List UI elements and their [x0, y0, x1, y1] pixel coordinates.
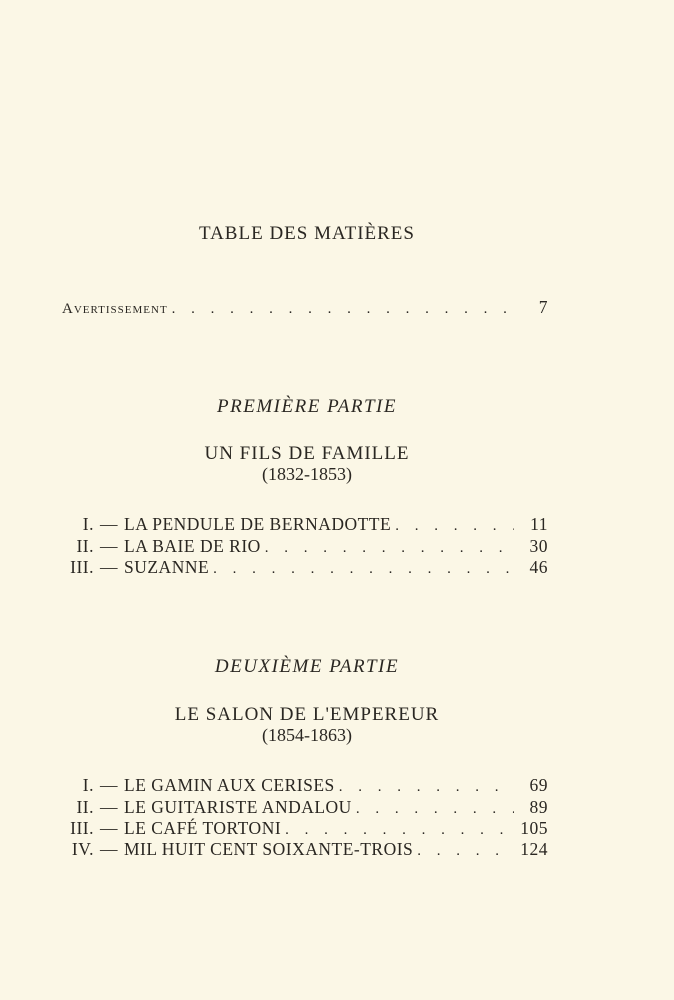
chapter-dash: — [100, 818, 118, 838]
toc-entry-label: Avertissement [62, 301, 168, 317]
chapter-title: SUZANNE [124, 557, 210, 577]
chapter-number: III. [70, 818, 94, 838]
toc-entry [62, 797, 548, 820]
chapter-number: III. [70, 557, 94, 577]
chapter-title: LA BAIE DE RIO [124, 536, 261, 556]
toc-entry [62, 839, 548, 862]
toc-entry-avertissement [62, 297, 548, 320]
chapter-title: LE CAFÉ TORTONI [124, 818, 282, 838]
chapter-dash: — [100, 839, 118, 859]
chapter-page: 69 [529, 775, 548, 795]
chapter-page: 30 [529, 536, 548, 556]
toc-entry [62, 818, 548, 841]
chapter-number: I. [82, 775, 94, 795]
dot-leader [395, 516, 514, 537]
dot-leader [265, 538, 514, 559]
chapter-dash: — [100, 775, 118, 795]
chapter-title: LE GUITARISTE ANDALOU [124, 797, 352, 817]
chapter-title: MIL HUIT CENT SOIXANTE-TROIS [124, 839, 414, 859]
part-dates: (1854-1863) [262, 725, 352, 745]
chapter-dash: — [100, 557, 118, 577]
chapter-page: 46 [529, 557, 548, 577]
chapter-page: 11 [530, 514, 548, 534]
chapter-title: LE GAMIN AUX CERISES [124, 775, 335, 795]
toc-entry [62, 514, 548, 537]
toc-entry [62, 536, 548, 559]
part-subtitle: LE SALON DE L'EMPEREUR [174, 704, 440, 725]
dot-leader [339, 777, 514, 798]
chapter-page: 124 [520, 839, 548, 859]
chapter-number: IV. [71, 839, 94, 859]
dot-leader [172, 299, 514, 320]
part-subtitle: UN FILS DE FAMILLE [204, 443, 410, 464]
dot-leader [356, 799, 514, 820]
toc-entry-page: 7 [538, 297, 548, 317]
toc-entry [62, 775, 548, 798]
chapter-number: II. [76, 536, 94, 556]
part-title: DEUXIÈME PARTIE [214, 656, 400, 677]
dot-leader [285, 820, 514, 841]
chapter-dash: — [100, 536, 118, 556]
chapter-dash: — [100, 514, 118, 534]
dot-leader [213, 559, 514, 580]
chapter-number: I. [82, 514, 94, 534]
chapter-page: 105 [520, 818, 548, 838]
chapter-number: II. [76, 797, 94, 817]
chapter-page: 89 [529, 797, 548, 817]
part-dates: (1832-1853) [262, 464, 352, 484]
part-title: PREMIÈRE PARTIE [217, 396, 397, 417]
chapter-dash: — [100, 797, 118, 817]
toc-entry [62, 557, 548, 580]
dot-leader [417, 841, 514, 862]
page-title: TABLE DES MATIÈRES [199, 223, 415, 244]
chapter-title: LA PENDULE DE BERNADOTTE [124, 514, 392, 534]
